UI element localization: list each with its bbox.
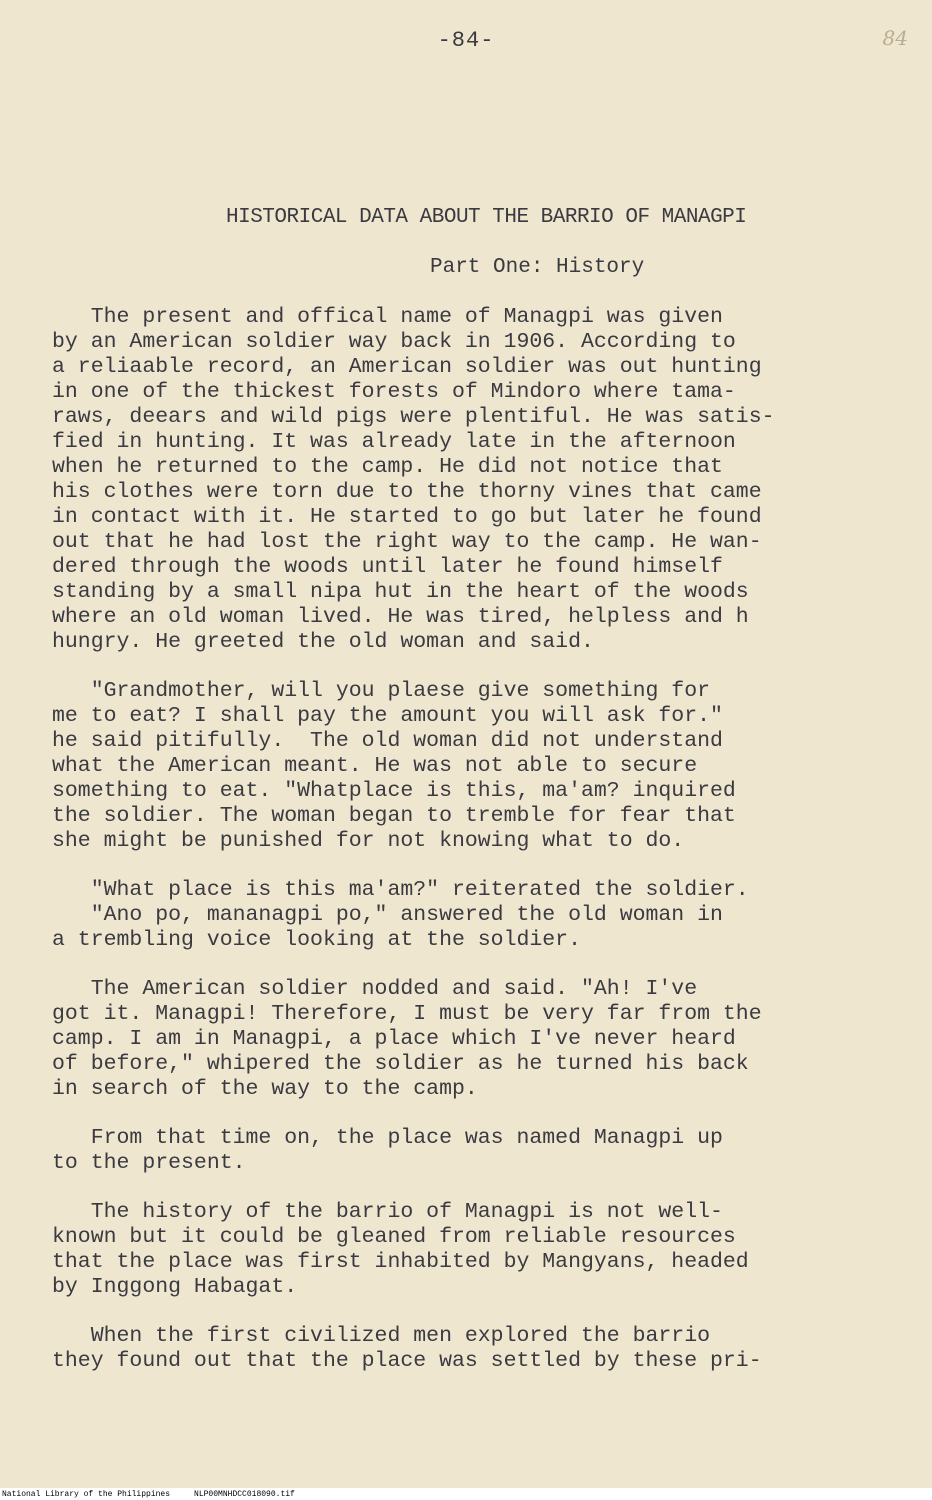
scan-footer: National Library of the Philippines NLP00MNHDCC018090.tif bbox=[0, 1489, 932, 1500]
document-title: HISTORICAL DATA ABOUT THE BARRIO OF MANAGPI bbox=[226, 206, 747, 229]
paragraph: The present and offical name of Managpi was given by an American soldier way back in 1906. According to a reliaable record, an American soldier was out hunting in one of the thickest forests of Mindoro where tama- raws, deears and wild pigs were plentiful. He was satis- fied in hunting. It was already late in the afternoon when he returned to the camp. He did not notice that his clothes were torn due to the thorny vines that came in contact with it. He started to go but later he found out that he had lost the right way to the camp. He wan- dered through the woods until later he found himself standing by a small nipa hut in the heart of the woods where an old woman lived. He was tired, helpless and h hungry. He greeted the old woman and said. bbox=[52, 305, 775, 654]
paragraph: When the first civilized men explored the barrio they found out that the place was settled by these pri- bbox=[52, 1324, 762, 1373]
page-number: -84- bbox=[437, 28, 495, 53]
document-body bbox=[52, 305, 872, 1398]
paragraph: The history of the barrio of Managpi is not well- known but it could be gleaned from reliable resources that the place was first inhabited by Mangyans, headed by Inggong Habagat. bbox=[52, 1200, 749, 1299]
margin-annotation: 84 bbox=[882, 26, 908, 50]
paragraph: "Grandmother, will you plaese give something for me to eat? I shall pay the amount you will ask for." he said pitifully. The old woman did not understand what the American meant. He was not able to secure something to eat. "Whatplace is this, ma'am? inquired the soldier. The woman began to tremble for fear that she might be punished for not knowing what to do. bbox=[52, 679, 736, 853]
paragraph: "What place is this ma'am?" reiterated the soldier. "Ano po, mananagpi po," answered the old woman in a trembling voice looking at the soldier. bbox=[52, 878, 749, 952]
paragraph: From that time on, the place was named Managpi up to the present. bbox=[52, 1126, 723, 1175]
paragraph: The American soldier nodded and said. "Ah! I've got it. Managpi! Therefore, I must be very far from the camp. I am in Managpi, a place which I've never heard of before," whipered the soldier as he turned his back in search of the way to the camp. bbox=[52, 977, 762, 1101]
document-subtitle: Part One: History bbox=[430, 256, 645, 279]
